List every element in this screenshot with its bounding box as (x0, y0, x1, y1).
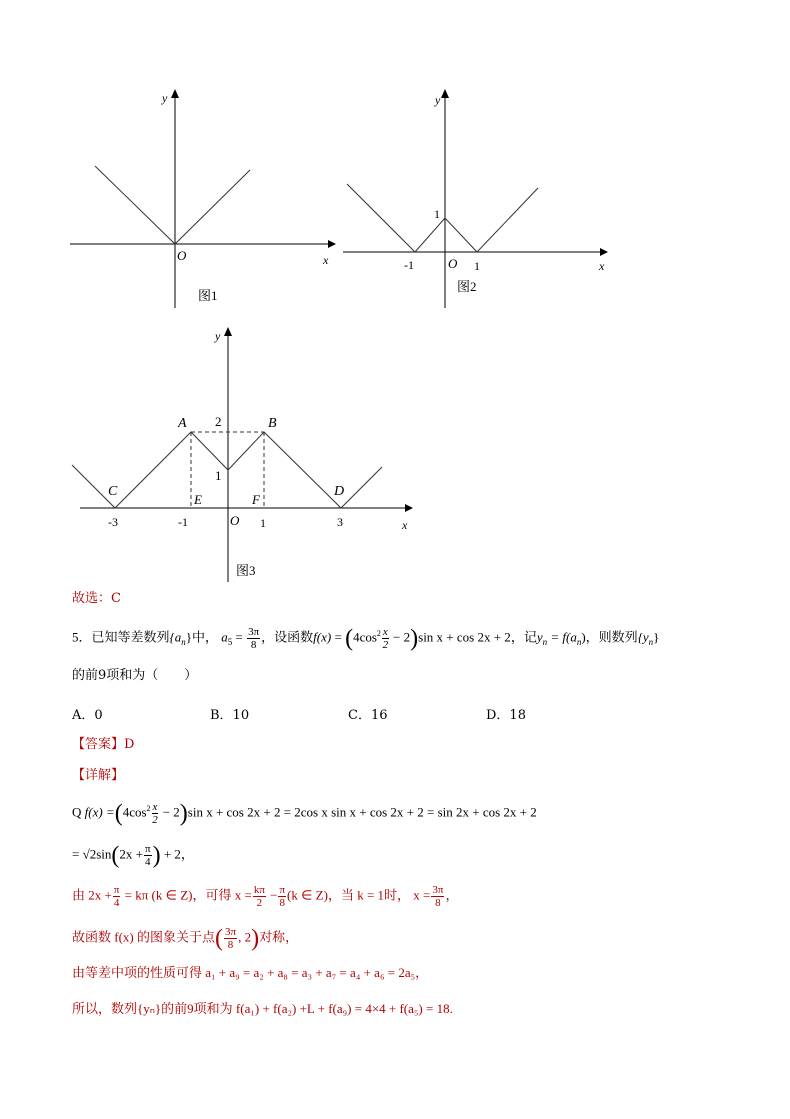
fig3-label-B: B (268, 416, 277, 431)
solution-line-5: 由等差中项的性质可得 a₁ + a₉ = a₂ + a₈ = a₃ + a₇ = a₄ + a₆ = 2a₅， (72, 965, 429, 980)
figure-3 (60, 320, 420, 585)
den: 8 (435, 897, 441, 909)
paren-close: ) (251, 925, 260, 952)
num: 3π (225, 926, 237, 938)
fig2-caption: 图2 (457, 279, 477, 294)
figure-2 (335, 80, 615, 310)
fig2-origin: O (448, 256, 458, 271)
s3-frac4 (431, 884, 444, 909)
fig2-y-arrow (441, 89, 449, 98)
s1-m2: − 2 (159, 804, 180, 820)
num: 3π (432, 884, 444, 896)
q-set-fn: ，设函数 (261, 629, 314, 645)
den: 8 (227, 939, 234, 951)
fig3-label-C: C (108, 484, 118, 499)
den: 2 (152, 813, 158, 826)
s2-sin: sin (96, 846, 112, 862)
num: x (382, 625, 388, 638)
fig1-y-arrow (171, 89, 179, 98)
s1-sq: 2 (146, 804, 151, 813)
paren-open: ( (345, 625, 354, 652)
paren-open: ( (111, 842, 120, 869)
q-an-sub: n (576, 636, 582, 647)
paren-close: ) (179, 800, 188, 827)
paren-close: ) (410, 625, 419, 652)
paren-open: ( (114, 800, 123, 827)
q-stem-prefix: 已知等差数列 (91, 629, 170, 645)
s3-end: ， (445, 887, 459, 903)
fig3-tick-1: 1 (260, 516, 266, 530)
fig3-tick-3: 3 (337, 515, 343, 529)
s4-comma2: , 2 (238, 929, 252, 945)
num: π (113, 884, 120, 896)
s3-tail: (k ∈ Z)，当 k = 1时， x = (287, 887, 431, 903)
fig3-origin: O (230, 513, 240, 528)
s4-post: 对称， (259, 929, 299, 945)
fig3-y-tick-2: 2 (215, 414, 222, 429)
q-yn-sub: n (542, 636, 548, 647)
s1-4cos: 4cos (122, 804, 147, 820)
s2-frac (144, 843, 152, 868)
q-mid: 中， (191, 629, 218, 645)
s4-frac (224, 926, 237, 951)
s1-rest: sin x + cos 2x + 2 = 2cos x sin x + cos 2x + 2 = sin 2x + cos 2x + 2 (187, 804, 537, 820)
solution-line-2 (72, 843, 194, 868)
den: 8 (279, 897, 285, 909)
q-frac-x2 (382, 626, 389, 651)
solution-line-6: 所以，数列{yₙ}的前9项和为 f(a₁) + f(a₂) +L + f(a₉) = 4×4 + f(a₅) = 18. (72, 1001, 453, 1016)
q-eq: = (232, 629, 247, 645)
fig3-x-arrow (405, 504, 413, 512)
q-seq-y-sub: n (648, 636, 654, 647)
q-4cos: 4cos (353, 629, 377, 645)
q-sub-n: n (181, 636, 186, 647)
q-rest-fn: sin x + cos 2x + 2 (418, 629, 511, 645)
fig2-y-label: y (435, 93, 441, 107)
question-number: 5． (72, 629, 92, 645)
s2-sqrt: √2 (82, 846, 97, 862)
num: 3π (248, 625, 260, 638)
q-eq2: = (331, 629, 346, 645)
q-fx: f(x) (313, 629, 332, 645)
fig1-graph (95, 166, 250, 244)
num: kπ (253, 884, 265, 896)
q-note: ，记 (510, 629, 537, 645)
fig2-x-arrow (600, 248, 608, 256)
s2-tail: + 2， (160, 846, 194, 862)
fig2-graph (347, 184, 538, 252)
figure-1 (60, 80, 340, 310)
fig3-tick-neg1: -1 (178, 515, 188, 529)
num: π (145, 843, 151, 855)
s3-frac1 (113, 884, 121, 909)
s3-from: 由 2x + (72, 887, 112, 903)
fig1-x-label: x (323, 253, 329, 267)
fig2-x-label: x (599, 259, 605, 273)
solution-line-3 (72, 884, 458, 909)
q-brace: } (185, 629, 192, 645)
option-b[interactable]: B．10 (210, 708, 250, 723)
question-line-2: 的前9项和为（ ） (72, 668, 198, 683)
s4-pre: 故函数 f(x) 的图象关于点 (72, 929, 215, 945)
option-a[interactable]: A．0 (72, 708, 103, 723)
s3-mid: = kπ (k ∈ Z)，可得 x = (121, 887, 252, 903)
s2-in: 2x + (119, 846, 143, 862)
s1-frac (152, 801, 159, 826)
den: 4 (145, 856, 151, 868)
fig1-caption: 图1 (198, 288, 218, 303)
fig2-tick-neg1: -1 (404, 258, 414, 272)
den: 2 (256, 897, 263, 909)
question-line-1 (72, 624, 659, 652)
q-seq-y: {y (637, 629, 649, 645)
q-brace2: } (653, 629, 660, 645)
fig3-caption: 图3 (236, 563, 256, 578)
s3-minus: − (266, 887, 278, 903)
fig3-label-A: A (178, 416, 187, 431)
q-frac-3pi8 (247, 626, 260, 651)
den: 2 (382, 638, 389, 651)
q-seq-a: {a (169, 629, 182, 645)
detail-label: 【详解】 (72, 768, 125, 783)
den: 4 (113, 897, 120, 909)
fig3-y-tick-1: 1 (215, 468, 222, 483)
option-c[interactable]: C．16 (348, 708, 388, 723)
fig2-y-tick-1: 1 (434, 207, 440, 221)
prev-answer: 故选：C (72, 591, 121, 606)
q-yn: y (536, 629, 543, 645)
fig3-label-D: D (334, 484, 345, 499)
q-close: ) (581, 629, 586, 645)
num: x (152, 800, 158, 813)
answer-label: 【答案】D (72, 737, 135, 752)
s3-frac3 (278, 884, 286, 909)
because-symbol: Q (72, 804, 82, 820)
fig3-x-label: x (402, 518, 408, 532)
den: 8 (250, 638, 257, 651)
q-a5-sub: 5 (227, 636, 233, 647)
s1-fx: f(x) = (84, 804, 115, 820)
solution-line-4 (72, 926, 298, 951)
fig1-y-label: y (162, 91, 168, 105)
fig2-tick-1: 1 (474, 259, 480, 273)
q-minus2: − 2 (389, 629, 411, 645)
fig1-origin: O (177, 248, 187, 263)
fig3-tick-neg3: -3 (108, 515, 118, 529)
num: π (279, 884, 286, 896)
fig3-label-E: E (194, 492, 202, 507)
s2-eq: = (72, 846, 83, 862)
q-eq-f-an: = f(a (547, 629, 577, 645)
option-d[interactable]: D．18 (486, 708, 526, 723)
q-a5: a (221, 629, 228, 645)
fig3-label-F: F (252, 492, 260, 507)
solution-line-1 (72, 799, 537, 826)
fig3-y-arrow (224, 327, 232, 336)
paren-close: ) (152, 842, 161, 869)
paren-open: ( (215, 925, 223, 952)
fig3-y-label: y (215, 329, 221, 343)
q-sq: 2 (376, 629, 381, 638)
q-then: ，则数列 (585, 629, 638, 645)
s3-frac2 (253, 884, 266, 909)
